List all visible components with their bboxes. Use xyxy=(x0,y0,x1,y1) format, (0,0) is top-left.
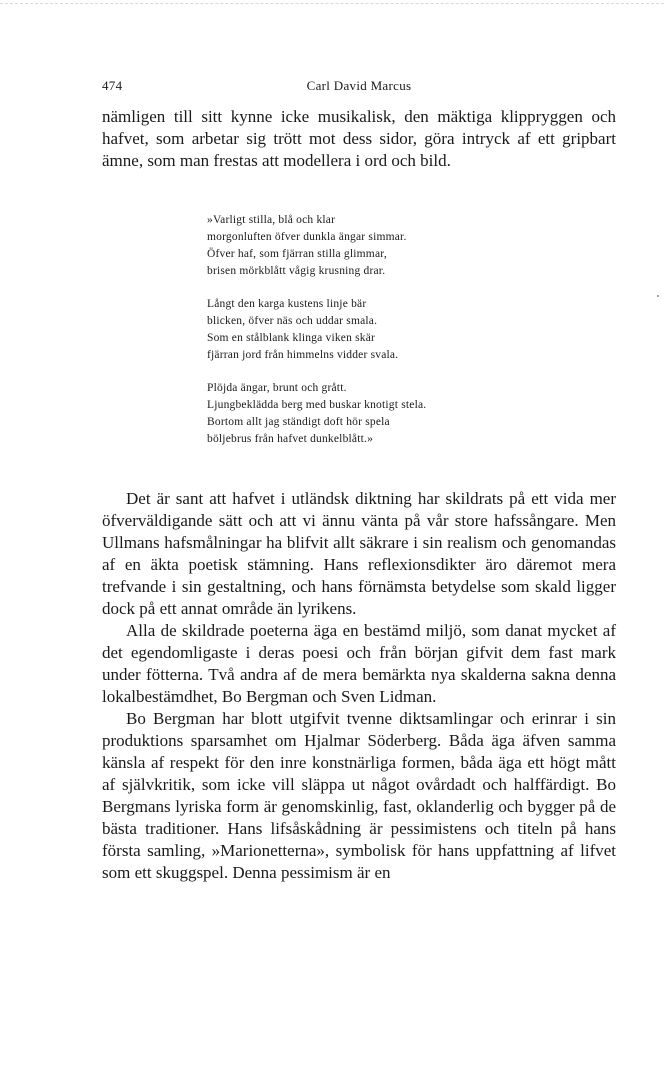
verse-line: brisen mörkblått vågig krusning drar. xyxy=(207,265,386,277)
poem-stanza-3 xyxy=(207,380,547,448)
verse-line: Långt den karga kustens linje bär xyxy=(207,298,367,310)
body-paragraph: Bo Bergman har blott utgifvit tvenne diktsamlingar och erinrar i sin produktions sparsamhet om Hjalmar Söderberg. Båda äga äfven samma känsla af respekt för den inre konstnärliga formen, båda äga ett högt mått af självkritik, som icke vill släppa ut något ovårdadt och halffärdigt. Bo Bergmans lyriska form är genomskinlig, fast, oklanderlig och bygger på de bästa traditioner. Hans lifsåskådning är pessimistens och titeln på hans första samling, »Marionetterna», symbolisk för hans uppfattning af lifvet som ett skuggspel. Denna pessimism är en xyxy=(102,709,616,882)
verse-line: böljebrus från hafvet dunkelblått.» xyxy=(207,433,374,445)
continuation-paragraph: nämligen till sitt kynne icke musikalisk, den mäktiga klippryggen och hafvet, som arbetar sig trött mot dess sidor, göra intryck af ett gripbart ämne, som man frestas att modellera i ord och bild. xyxy=(102,107,616,170)
verse-line: Plöjda ängar, brunt och grått. xyxy=(207,382,347,394)
verse-line: Bortom allt jag ständigt doft hör spela xyxy=(207,416,390,428)
verse-line: Som en stålblank klinga viken skär xyxy=(207,332,376,344)
body-paragraph: Alla de skildrade poeterna äga en bestämd miljö, som danat mycket af det egendomligaste i deras poesi och från början gifvit dem fast mark under fötterna. Två andra af de mera bemärkta nya skalderna sakna denna lokalbestämdhet, Bo Bergman och Sven Lidman. xyxy=(102,621,616,706)
page-top-edge xyxy=(0,3,664,4)
page-number: 474 xyxy=(102,78,123,93)
verse-line: morgonluften öfver dunkla ängar simmar. xyxy=(207,231,407,243)
poem-stanza-1 xyxy=(207,212,547,280)
verse-line: fjärran jord från himmelns vidder svala. xyxy=(207,349,399,361)
page-header xyxy=(102,78,616,96)
continuation-text xyxy=(102,106,616,172)
running-title: Carl David Marcus xyxy=(306,78,412,93)
poem-quote xyxy=(207,212,547,464)
main-text xyxy=(102,488,616,884)
scan-speck xyxy=(657,295,659,297)
verse-line: Öfver haf, som fjärran stilla glimmar, xyxy=(207,248,387,260)
verse-line: Ljungbeklädda berg med buskar knotigt stela. xyxy=(207,399,427,411)
poem-stanza-2 xyxy=(207,296,547,364)
body-paragraph: Det är sant att hafvet i utländsk diktning har skildrats på ett vida mer öfverväldigande sätt och att vi ännu vänta på vår store hafssångare. Men Ullmans hafsmålningar ha blifvit allt säkrare i sin realism och genomandas af en äkta poetisk stämning. Hans reflexionsdikter äro däremot mera trefvande i sin gestaltning, och hans förnämsta betydelse som skald ligger dock på ett annat område än lyrikens. xyxy=(102,489,616,618)
verse-line: »Varligt stilla, blå och klar xyxy=(207,214,336,226)
verse-line: blicken, öfver näs och uddar smala. xyxy=(207,315,378,327)
